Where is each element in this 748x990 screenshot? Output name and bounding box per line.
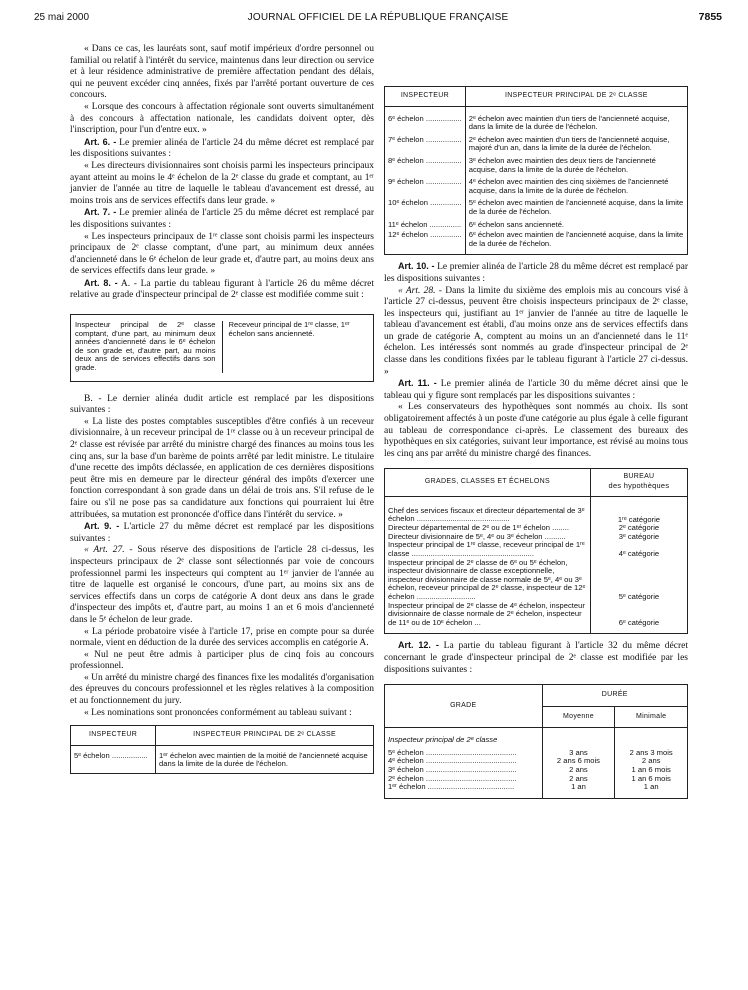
table-row [385, 199, 687, 220]
article-text: Dans la limite du sixième des emplois mis au concours visé à l'article 27 ci-dessus, peuvent être choisis inspecteurs principaux de 2ᵉ classe, les inspecteurs qui, justifiant au 1ᵉʳ janvier de l'année au titre de laquelle le tableau d'avancement est établi, d'au moins onze ans de services effectifs dans un grade de catégorie A, comptent au moins un an d'ancienneté dans le 11ᵉ échelon. Les intéressés sont nommés au grade d'inspecteur principal de 2ᵉ classe dans les conditions fixées par le tableau figurant à l'article 27 ci-dessus. » [384, 285, 688, 377]
table-cell: 1 an [542, 783, 615, 798]
table-group-label [385, 728, 542, 749]
table-row [385, 602, 687, 634]
table-cell: 3 ans [542, 749, 615, 758]
article-text: L'article 27 du même décret est remplacé par les dispositions suivantes : [70, 522, 374, 544]
table-cell: 5ᵉ échelon avec maintien de l'ancienneté acquise, dans la limite de la durée de l'échelon. [468, 198, 684, 216]
column-header: Minimale [615, 706, 687, 728]
table-cell: 5ᵉ catégorie [618, 591, 660, 601]
table-row [385, 728, 687, 749]
article-text: Le premier alinéa de l'article 28 du même décret est remplacé par les dispositions suivantes : [384, 262, 688, 284]
table-cell: 2 ans 3 mois [629, 747, 673, 757]
nomination-table-continued [384, 86, 688, 255]
table-cell: 3ᵉ échelon ........................................... [385, 766, 542, 775]
table-cell: 1 an [643, 782, 659, 792]
group-label: Inspecteur principal de 2ᵉ classe [388, 735, 498, 745]
article-text: Le premier alinéa de l'article 25 du même décret est remplacé par les dispositions suivantes : [70, 208, 374, 230]
article-8 [70, 278, 374, 302]
paragraph: « Les directeurs divisionnaires sont choisis parmi les inspecteurs principaux ayant atteint au moins le 4ᵉ échelon de la 2ᵉ classe du grade et comptant, au 1ᵉʳ janvier de l'année au titre de laquelle le tableau d'avancement est dressé, au moins trois ans de services effectifs dans leur grade. » [70, 160, 374, 206]
box-right-cell: Receveur principal de 1ʳᵉ classe, 1ᵉʳ échelon sans ancienneté. [228, 320, 350, 338]
paragraph: « Les conservateurs des hypothèques sont nommés au choix. Ils sont obligatoirement affectés à un poste d'une catégorie au plus égale à celle figurant au tableau de correspondance ci-après. Le classement des bureaux des hypothèques en six catégories, suivant leur importance, est révisé au moins tous les cinq ans par arrêté du ministre chargé des finances. [384, 402, 688, 459]
table-cell: Directeur divisionnaire de 5ᵉ, 4ᵉ ou 3ᵉ échelon .......... [385, 533, 590, 542]
column-header: INSPECTEUR [71, 726, 156, 745]
table-cell: 2ᵉ échelon avec maintien d'un tiers de l'ancienneté acquise, dans la limite de la durée de l'échelon. [468, 113, 670, 132]
column-header: INSPECTEUR PRINCIPAL DE 2ᵉ CLASSE [156, 726, 373, 745]
table-cell: Inspecteur principal de 1ʳᵉ classe, receveur principal de 1ʳᵉ classe .......................................................... [385, 541, 590, 558]
table-cell: 4ᵉ échelon ........................................... [385, 757, 542, 766]
paragraph: « La liste des postes comptables susceptibles d'être confiés à un receveur divisionnaire, à un receveur principal de 1ʳᵉ classe ou à un receveur principal de 2ᵉ classe est révisée par arrêté du ministre chargé des finances au moins tous les cinq ans, sur la base d'un barème de points arrêté par ledit ministre. Le titulaire d'une recette des impôts déclassée, en application de ces dernières dispositions peut être mis en demeure par le directeur général des impôts d'exercer une fonction correspondant à son grade dans un délai de trois ans. S'il refuse de le faire ou s'il ne pose pas sa candidature aux fonctions qui pourraient lui être attribuées, sa mutation est prononcée d'office dans l'intérêt du service. » [70, 416, 374, 520]
table-cell: 2 ans 6 mois [542, 757, 615, 766]
page-header [34, 10, 722, 26]
left-column [70, 44, 374, 780]
article-label: Art. 11. - [398, 378, 437, 389]
table-cell: 6ᵉ échelon sans ancienneté. [468, 219, 565, 229]
column-header [590, 469, 687, 496]
paragraph: « Les inspecteurs principaux de 1ʳᵉ classe sont choisis parmi les inspecteurs principaux de 2ᵉ classe comptant, d'une part, au minimum deux années d'ancienneté dans le 6ᵉ échelon de leur grade et, d'autre part, au moins deux ans de services effectifs dans leur grade. » [70, 231, 374, 277]
table-cell: 2ᵉ échelon avec maintien d'un tiers de l'ancienneté acquise, majoré d'un an, dans la limite de la durée de l'échelon. [468, 134, 670, 153]
table-cell: 1 an 6 mois [631, 773, 671, 783]
table-row [385, 106, 687, 136]
table-cell: 12ᵉ échelon ............... [385, 231, 465, 254]
article-label: Art. 10. - [398, 261, 435, 272]
article-27 [70, 545, 374, 626]
table-cell: 6ᵉ échelon ................. [385, 106, 465, 136]
table-cell: 4ᵉ échelon avec maintien des cinq sixièmes de l'ancienneté acquise, dans la limite de la durée de l'échelon. [468, 177, 669, 195]
table-cell: 11ᵉ échelon ............... [385, 221, 465, 232]
table-cell [615, 728, 687, 749]
table-cell: 2ᵉ catégorie [618, 523, 660, 533]
table-cell: 2 ans [542, 775, 615, 784]
table-cell: 6ᵉ échelon avec maintien de l'ancienneté acquise, dans la limite de la durée de l'échelon. [468, 230, 684, 248]
table-cell: 1ʳᵉ catégorie [617, 514, 661, 524]
article-text: La partie du tableau figurant à l'article 32 du même décret concernant le grade d'inspecteur principal de 2ᵉ classe est modifiée par les dispositions suivantes : [384, 641, 688, 675]
article-28 [384, 286, 688, 379]
table-cell: 7ᵉ échelon ................. [385, 136, 465, 157]
article-text: A. - La partie du tableau figurant à l'article 26 du même décret relative au grade d'inspecteur principal de 2ᵉ classe est modifiée comme suit : [70, 278, 374, 301]
article-text: Le premier alinéa de l'article 30 du même décret ainsi que le tableau qui y figure sont remplacés par les dispositions suivantes : [384, 379, 688, 401]
table-cell: Inspecteur principal de 2ᵉ classe de 6ᵉ ou 5ᵉ échelon, inspecteur divisionnaire de classe exceptionnelle, inspecteur divisionnaire de classe normale de 5ᵉ, 4ᵉ ou 3ᵉ échelon, receveur principal de 2ᵉ classe, inspecteur de 12ᵉ échelon ............................ [385, 559, 590, 602]
article-9 [70, 521, 374, 545]
article-ref: « Art. 27. - [84, 545, 133, 556]
header-title: JOURNAL OFFICIEL DE LA RÉPUBLIQUE FRANÇAISE [247, 12, 509, 23]
table-cell: 4ᵉ catégorie [618, 548, 660, 558]
article-text: Sous réserve des dispositions de l'article 28 ci-dessus, les inspecteurs principaux de 2ᵉ classe sont sélectionnés par voie de concours professionnel parmi les inspecteurs qui comptent au 1ᵉʳ janvier de l'année au titre de laquelle est organisé le concours, d'une part, au moins six ans de services effectifs dans un corps de catégorie A dont deux ans dans le grade d'inspecteur des impôts et, d'autre part, au moins 1 an et 6 mois d'ancienneté dans le 5ᵉ échelon de leur grade. [70, 545, 374, 625]
table-cell: 6ᵉ catégorie [618, 617, 660, 627]
table-cell: 1 an 6 mois [631, 765, 671, 775]
table-cell: Chef des services fiscaux et directeur départemental de 3ᵉ échelon ............................................ [385, 496, 590, 524]
grade-correspondence-box [70, 314, 374, 382]
article-label: Art. 6. - [84, 136, 117, 147]
box-left-cell: Inspecteur principal de 2ᵉ classe comptant, d'une part, au minimum deux années d'ancienneté dans le 6ᵉ échelon de son grade et, d'autre part, au moins deux ans de services effectifs dans son grade. [75, 321, 223, 373]
table-row [385, 559, 687, 602]
column-header: Moyenne [542, 706, 615, 728]
column-header: INSPECTEUR PRINCIPAL DE 2ᵉ CLASSE [465, 87, 687, 106]
table-cell: Inspecteur principal de 2ᵉ classe de 4ᵉ échelon, inspecteur divisionnaire de classe normale de 2ᵉ échelon, inspecteur de 11ᵉ ou de 10ᵉ échelon ... [385, 602, 590, 634]
table-cell: Directeur départemental de 2ᵉ ou de 1ᵉʳ échelon ........ [385, 524, 590, 533]
duration-table [384, 684, 688, 799]
table-row [385, 496, 687, 524]
table-cell: 2 ans [641, 756, 661, 766]
column-header: DURÉE [542, 685, 687, 706]
table-cell: 2ᵉ échelon ........................................... [385, 775, 542, 784]
table-cell: 2 ans [542, 766, 615, 775]
header-date: 25 mai 2000 [34, 12, 90, 23]
table-row [385, 541, 687, 558]
article-text: Le premier alinéa de l'article 24 du même décret est remplacé par les dispositions suivantes : [70, 137, 374, 160]
table-row [385, 783, 687, 798]
paragraph: « La période probatoire visée à l'article 17, prise en compte pour sa durée normale, vient en déduction de la durée des services accomplis en catégorie A. [70, 626, 374, 649]
column-header: INSPECTEUR [385, 87, 465, 106]
table-cell [542, 728, 615, 749]
article-6 [70, 137, 374, 161]
article-11 [384, 378, 688, 402]
article-10 [384, 261, 688, 285]
table-cell: 3ᵉ catégorie [618, 531, 660, 541]
paragraph: « Les nominations sont prononcées conformément au tableau suivant : [84, 707, 352, 718]
table-row [385, 157, 687, 178]
column-header: GRADES, CLASSES ET ÉCHELONS [385, 469, 590, 496]
page-number: 7855 [698, 11, 722, 23]
right-column [384, 86, 688, 805]
table-row [385, 178, 687, 199]
table-cell: 9ᵉ échelon ................. [385, 178, 465, 199]
column-header-line: BUREAU [623, 473, 655, 481]
table-cell: 1ᵉʳ échelon avec maintien de la moitié de l'ancienneté acquise dans la limite de la durée de l'échelon. [159, 750, 368, 769]
paragraph: B. - Le dernier alinéa dudit article est remplacé par les dispositions suivantes : [70, 393, 374, 416]
paragraph: « Dans ce cas, les lauréats sont, sauf motif impérieux d'ordre personnel ou familial ou relatif à l'intérêt du service, maintenus dans leur direction ou service et à leur résidence administrative de première affectation pendant des délais, qui ne peuvent excéder cinq années, fixés par l'arrêté portant ouverture de ces concours. [70, 44, 374, 101]
table-row [385, 136, 687, 157]
article-ref: « Art. 28. - [398, 285, 442, 296]
table-cell: 8ᵉ échelon ................. [385, 157, 465, 178]
table-cell: 3ᵉ échelon avec maintien des deux tiers de l'ancienneté acquise, dans la limite de la durée de l'échelon. [468, 155, 656, 174]
hypotheques-table [384, 468, 688, 634]
column-header-line: des hypothèques [608, 481, 670, 490]
article-label: Art. 8. - [84, 277, 118, 288]
table-cell: 5ᵉ échelon ................. [71, 745, 156, 773]
table-cell: 10ᵉ échelon ............... [385, 199, 465, 220]
paragraph: « Nul ne peut être admis à participer plus de cinq fois au concours professionnel. [70, 649, 374, 672]
article-label: Art. 7. - [84, 207, 117, 218]
article-12 [384, 640, 688, 676]
article-label: Art. 9. - [84, 521, 120, 532]
paragraph: « Lorsque des concours à affectation régionale sont ouverts simultanément à des concours à affectation nationale, les candidats doivent opter, dès l'inscription, pour l'un d'entre eux. » [70, 101, 374, 136]
paragraph: « Un arrêté du ministre chargé des finances fixe les modalités d'organisation des épreuves du concours professionnel et les règles relatives à la composition et au fonctionnement du jury. [70, 672, 374, 707]
article-label: Art. 12. - [398, 640, 439, 651]
nomination-table-start [70, 725, 374, 774]
column-header: GRADE [385, 685, 542, 728]
table-cell: 1ᵉʳ échelon ......................................... [385, 783, 542, 798]
article-7 [70, 207, 374, 231]
table-row [385, 231, 687, 254]
table-cell: 5ᵉ échelon ........................................... [385, 749, 542, 758]
